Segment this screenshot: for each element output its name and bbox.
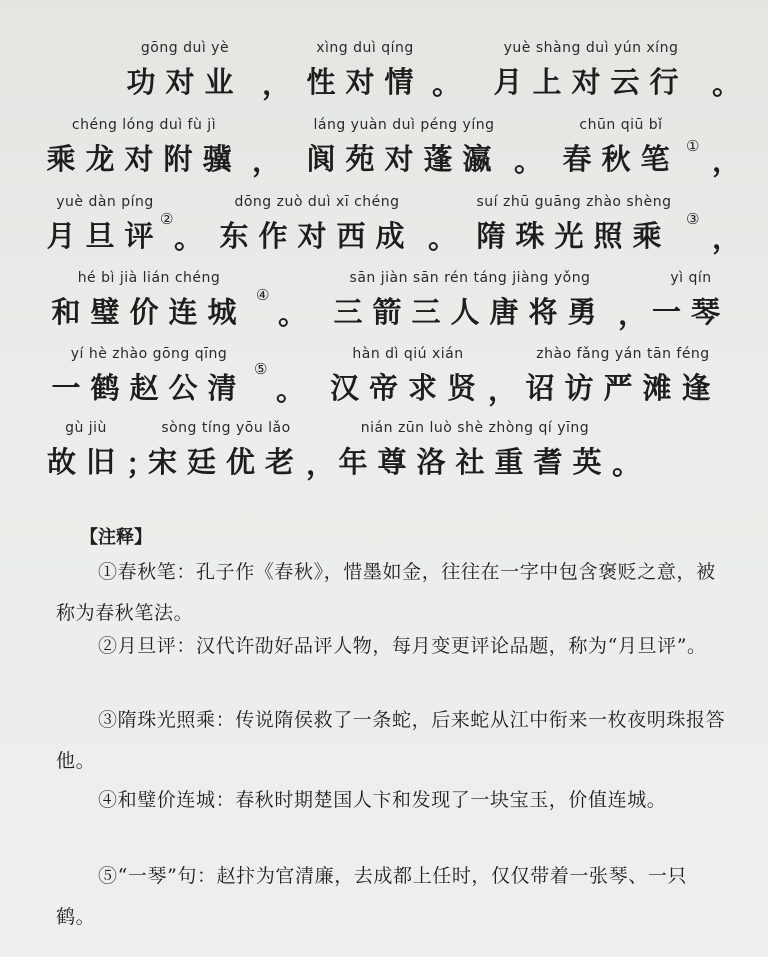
hanzi: 乘龙对附骥 <box>46 142 242 176</box>
pinyin: suí zhū guāng zhào shèng <box>476 194 672 210</box>
pinyin: yuè shàng duì yún xíng <box>503 40 679 56</box>
hanzi: 月上对云行 <box>493 65 689 99</box>
pinyin: sòng tíng yōu lǎo <box>161 420 291 436</box>
poem-line <box>0 194 768 266</box>
hanzi: 东作对西成 <box>219 219 415 253</box>
poem-segment <box>320 346 496 418</box>
poem-segment <box>204 194 430 266</box>
poem-line <box>0 346 768 418</box>
hanzi: 春秋笔 <box>562 142 680 176</box>
pinyin: sān jiàn sān rén táng jiàng yǒng <box>349 270 591 286</box>
poem-segment <box>652 270 730 342</box>
notes-heading: 【注释】 <box>80 527 152 548</box>
poem-line <box>0 117 768 189</box>
punctuation: ， <box>262 67 292 101</box>
poem-segment <box>44 117 244 189</box>
hanzi: 阆苑对蓬瀛 <box>306 142 502 176</box>
hanzi: 功对业 <box>126 65 244 99</box>
poem-segment <box>468 40 714 112</box>
hanzi: 和璧价连城 <box>51 295 247 329</box>
punctuation: ， <box>488 373 518 407</box>
poem-segment <box>112 40 258 112</box>
poem-segment <box>46 194 164 266</box>
footnote-marker: ④ <box>256 286 270 304</box>
pinyin: xìng duì qíng <box>316 40 414 56</box>
poem-segment <box>290 117 518 189</box>
punctuation: 。 <box>432 67 462 101</box>
footnote: ①春秋笔：孔子作《春秋》，惜墨如金，往往在一字中包含褒贬之意，被称为春秋笔法。 <box>56 561 716 624</box>
hanzi: 隋珠光照乘 <box>476 219 672 253</box>
hanzi: 一琴 <box>652 295 731 329</box>
poem-segment <box>46 346 252 418</box>
punctuation: ， <box>306 447 336 481</box>
pinyin: zhào fǎng yán tān féng <box>536 346 710 362</box>
hanzi: 宋廷优老 <box>147 445 304 479</box>
poem-line <box>0 40 768 112</box>
footnote: ④和璧价连城：春秋时期楚国人卞和发现了一块宝玉，价值连城。 <box>98 789 667 811</box>
poem-segment <box>516 346 730 418</box>
pinyin: nián zūn luò shè zhòng qí yīng <box>360 420 590 436</box>
hanzi: 性对情 <box>306 65 424 99</box>
punctuation: ， <box>712 221 742 255</box>
hanzi: 一鹤赵公清 <box>51 371 247 405</box>
pinyin: yuè dàn píng <box>56 194 154 210</box>
footnote: ③隋珠光照乘：传说隋侯救了一条蛇，后来蛇从江中衔来一枚夜明珠报答他。 <box>56 709 726 772</box>
poem-segment <box>460 194 688 266</box>
punctuation: 。 <box>278 297 308 331</box>
punctuation: 。 <box>712 67 742 101</box>
pinyin: yì qín <box>670 270 712 286</box>
hanzi: 诏访严滩逢 <box>525 371 721 405</box>
poem-segment <box>46 270 252 342</box>
pinyin: dōng zuò duì xī chéng <box>234 194 400 210</box>
punctuation: ， <box>252 144 282 178</box>
footnote: ②月旦评：汉代许劭好品评人物，每月变更评论品题，称为“月旦评”。 <box>98 635 707 657</box>
poem-segment <box>46 420 126 492</box>
hanzi: 年尊洛社重耆英 <box>338 445 612 479</box>
hanzi: 故旧 <box>46 445 125 479</box>
punctuation: 。 <box>276 373 306 407</box>
poem-segment <box>144 420 308 492</box>
punctuation: 。 <box>612 447 642 481</box>
footnote-marker: ⑤ <box>254 360 268 378</box>
punctuation: ， <box>618 297 648 331</box>
footnote-marker: ③ <box>686 210 700 228</box>
footnote: ⑤“一琴”句：赵抃为官清廉，去成都上任时，仅仅带着一张琴、一只鹤。 <box>56 865 688 928</box>
hanzi: 三箭三人唐将勇 <box>333 295 607 329</box>
footnote-marker: ② <box>160 210 174 228</box>
punctuation: 。 <box>514 144 544 178</box>
punctuation: ； <box>126 447 156 481</box>
poem-segment <box>556 117 686 189</box>
footnote-marker: ① <box>686 137 700 155</box>
punctuation: ， <box>712 144 742 178</box>
pinyin: hé bì jià lián chéng <box>77 270 221 286</box>
pinyin: chūn qiū bǐ <box>579 117 663 133</box>
pinyin: hàn dì qiú xián <box>352 346 464 362</box>
pinyin: yí hè zhào gōng qīng <box>70 346 228 362</box>
poem-segment <box>330 420 620 492</box>
pinyin: láng yuàn duì péng yíng <box>313 117 495 133</box>
hanzi: 月旦评 <box>46 219 164 253</box>
pinyin: gōng duì yè <box>140 40 230 56</box>
poem-line <box>0 270 768 342</box>
pinyin: chéng lóng duì fù jì <box>71 117 217 133</box>
pinyin: gù jiù <box>65 420 107 436</box>
poem-line <box>0 420 768 492</box>
poem-segment <box>292 40 438 112</box>
hanzi: 汉帝求贤 <box>329 371 486 405</box>
poem-segment <box>320 270 620 342</box>
punctuation: 。 <box>174 221 204 255</box>
punctuation: 。 <box>428 221 458 255</box>
